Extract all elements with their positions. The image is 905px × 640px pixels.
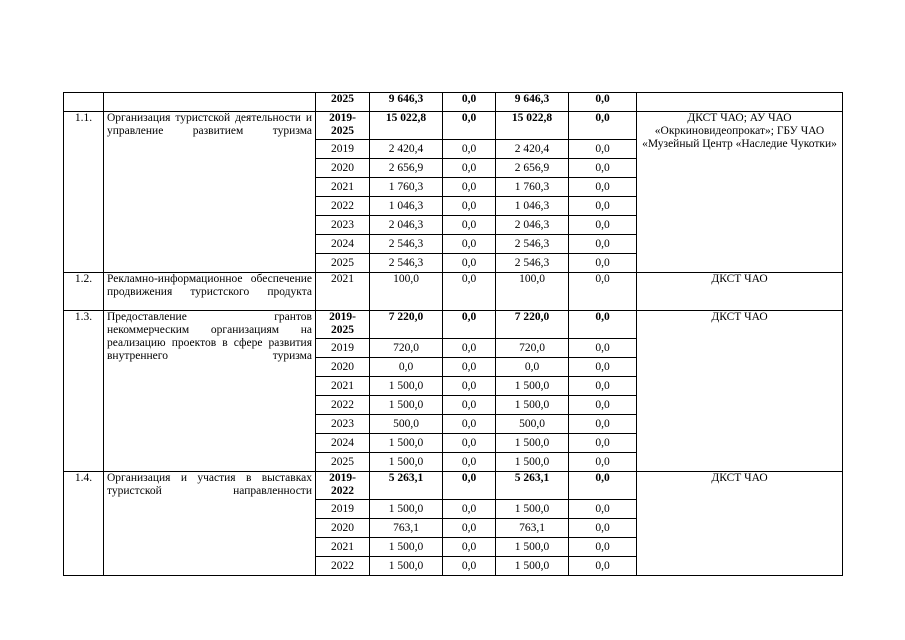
- year-cell: 2019-2025: [316, 311, 370, 339]
- total-cell: 720,0: [370, 339, 443, 358]
- federal-cell: 0,0: [443, 216, 496, 235]
- executor-cell: ДКСТ ЧАО: [637, 311, 843, 472]
- other-cell: 0,0: [569, 538, 637, 557]
- year-cell: 2025: [316, 453, 370, 472]
- other-cell: 0,0: [569, 396, 637, 415]
- table-row: [64, 93, 843, 112]
- executor-cell: ДКСТ ЧАО: [637, 273, 843, 311]
- regional-cell: 1 500,0: [496, 453, 569, 472]
- federal-cell: 0,0: [443, 254, 496, 273]
- federal-cell: 0,0: [443, 311, 496, 339]
- other-cell: 0,0: [569, 358, 637, 377]
- federal-cell: 0,0: [443, 519, 496, 538]
- section-name: Организация и участия в выставках туристской направленности: [104, 472, 316, 576]
- federal-cell: 0,0: [443, 140, 496, 159]
- total-cell: 7 220,0: [370, 311, 443, 339]
- regional-cell: 763,1: [496, 519, 569, 538]
- other-cell: 0,0: [569, 254, 637, 273]
- federal-cell: 0,0: [443, 235, 496, 254]
- year-cell: 2022: [316, 396, 370, 415]
- regional-cell: 2 420,4: [496, 140, 569, 159]
- total-cell: 500,0: [370, 415, 443, 434]
- regional-cell: 15 022,8: [496, 112, 569, 140]
- budget-table: [63, 92, 843, 576]
- total-cell: 2 656,9: [370, 159, 443, 178]
- year-cell: 2019: [316, 339, 370, 358]
- regional-cell: 1 500,0: [496, 538, 569, 557]
- year-cell: 2022: [316, 557, 370, 576]
- federal-cell: 0,0: [443, 339, 496, 358]
- other-cell: 0,0: [569, 197, 637, 216]
- regional-cell: 2 546,3: [496, 254, 569, 273]
- federal-cell: 0,0: [443, 358, 496, 377]
- regional-cell: 7 220,0: [496, 311, 569, 339]
- other-cell: 0,0: [569, 453, 637, 472]
- year-cell: 2024: [316, 434, 370, 453]
- regional-cell: 100,0: [496, 273, 569, 311]
- total-cell: 1 500,0: [370, 500, 443, 519]
- other-cell: 0,0: [569, 434, 637, 453]
- section-number: 1.1.: [64, 112, 104, 273]
- other-cell: 0,0: [569, 500, 637, 519]
- other-cell: 0,0: [569, 377, 637, 396]
- regional-cell: 500,0: [496, 415, 569, 434]
- federal-cell: 0,0: [443, 472, 496, 500]
- regional-cell: 2 046,3: [496, 216, 569, 235]
- section-name: Рекламно-информационное обеспечение продвижения туристского продукта: [104, 273, 316, 311]
- regional-cell: 9 646,3: [496, 93, 569, 112]
- year-cell: 2023: [316, 415, 370, 434]
- year-cell: 2021: [316, 377, 370, 396]
- year-cell: 2019: [316, 140, 370, 159]
- total-cell: 0,0: [370, 358, 443, 377]
- year-cell: 2021: [316, 178, 370, 197]
- other-cell: 0,0: [569, 140, 637, 159]
- section-number: 1.2.: [64, 273, 104, 311]
- other-cell: 0,0: [569, 235, 637, 254]
- other-cell: 0,0: [569, 415, 637, 434]
- year-cell: 2021: [316, 538, 370, 557]
- total-cell: 763,1: [370, 519, 443, 538]
- regional-cell: 1 500,0: [496, 396, 569, 415]
- regional-cell: 1 500,0: [496, 377, 569, 396]
- section-name: Организация туристской деятельности и управление развитием туризма: [104, 112, 316, 273]
- section-number: 1.4.: [64, 472, 104, 576]
- federal-cell: 0,0: [443, 557, 496, 576]
- regional-cell: 720,0: [496, 339, 569, 358]
- federal-cell: 0,0: [443, 197, 496, 216]
- total-cell: 9 646,3: [370, 93, 443, 112]
- regional-cell: 1 500,0: [496, 557, 569, 576]
- other-cell: 0,0: [569, 112, 637, 140]
- year-cell: 2020: [316, 159, 370, 178]
- total-cell: 1 500,0: [370, 396, 443, 415]
- other-cell: 0,0: [569, 557, 637, 576]
- federal-cell: 0,0: [443, 396, 496, 415]
- total-cell: 5 263,1: [370, 472, 443, 500]
- federal-cell: 0,0: [443, 273, 496, 311]
- total-cell: 2 420,4: [370, 140, 443, 159]
- regional-cell: 0,0: [496, 358, 569, 377]
- table-row: [64, 472, 843, 500]
- federal-cell: 0,0: [443, 159, 496, 178]
- other-cell: 0,0: [569, 178, 637, 197]
- total-cell: 15 022,8: [370, 112, 443, 140]
- other-cell: 0,0: [569, 311, 637, 339]
- regional-cell: 2 546,3: [496, 235, 569, 254]
- total-cell: 2 046,3: [370, 216, 443, 235]
- other-cell: 0,0: [569, 93, 637, 112]
- total-cell: 2 546,3: [370, 235, 443, 254]
- year-cell: 2020: [316, 358, 370, 377]
- section-name: Предоставление грантов некоммерческим организациям на реализацию проектов в сфере развития внутреннего туризма: [104, 311, 316, 472]
- total-cell: 1 500,0: [370, 453, 443, 472]
- total-cell: 1 500,0: [370, 538, 443, 557]
- year-cell: 2021: [316, 273, 370, 311]
- index-cell: [64, 93, 104, 112]
- federal-cell: 0,0: [443, 415, 496, 434]
- name-cell: [104, 93, 316, 112]
- regional-cell: 1 500,0: [496, 500, 569, 519]
- total-cell: 1 760,3: [370, 178, 443, 197]
- federal-cell: 0,0: [443, 434, 496, 453]
- total-cell: 1 500,0: [370, 434, 443, 453]
- total-cell: 2 546,3: [370, 254, 443, 273]
- total-cell: 1 046,3: [370, 197, 443, 216]
- federal-cell: 0,0: [443, 112, 496, 140]
- federal-cell: 0,0: [443, 178, 496, 197]
- total-cell: 1 500,0: [370, 377, 443, 396]
- other-cell: 0,0: [569, 159, 637, 178]
- year-cell: 2019-2025: [316, 112, 370, 140]
- other-cell: 0,0: [569, 339, 637, 358]
- federal-cell: 0,0: [443, 500, 496, 519]
- other-cell: 0,0: [569, 519, 637, 538]
- regional-cell: 5 263,1: [496, 472, 569, 500]
- table-row: [64, 311, 843, 339]
- other-cell: 0,0: [569, 273, 637, 311]
- year-cell: 2022: [316, 197, 370, 216]
- year-cell: 2024: [316, 235, 370, 254]
- other-cell: 0,0: [569, 216, 637, 235]
- federal-cell: 0,0: [443, 377, 496, 396]
- regional-cell: 1 500,0: [496, 434, 569, 453]
- federal-cell: 0,0: [443, 538, 496, 557]
- year-cell: 2023: [316, 216, 370, 235]
- executor-cell: [637, 93, 843, 112]
- year-cell: 2019: [316, 500, 370, 519]
- year-cell: 2019-2022: [316, 472, 370, 500]
- regional-cell: 1 760,3: [496, 178, 569, 197]
- federal-cell: 0,0: [443, 93, 496, 112]
- regional-cell: 2 656,9: [496, 159, 569, 178]
- year-cell: 2025: [316, 93, 370, 112]
- year-cell: 2020: [316, 519, 370, 538]
- total-cell: 1 500,0: [370, 557, 443, 576]
- other-cell: 0,0: [569, 472, 637, 500]
- total-cell: 100,0: [370, 273, 443, 311]
- table-row: [64, 273, 843, 311]
- federal-cell: 0,0: [443, 453, 496, 472]
- section-number: 1.3.: [64, 311, 104, 472]
- executor-cell: ДКСТ ЧАО; АУ ЧАО «Окркиновидеопрокат»; ГБУ ЧАО «Музейный Центр «Наследие Чукотки»: [637, 112, 843, 273]
- regional-cell: 1 046,3: [496, 197, 569, 216]
- table-row: [64, 112, 843, 140]
- year-cell: 2025: [316, 254, 370, 273]
- executor-cell: ДКСТ ЧАО: [637, 472, 843, 576]
